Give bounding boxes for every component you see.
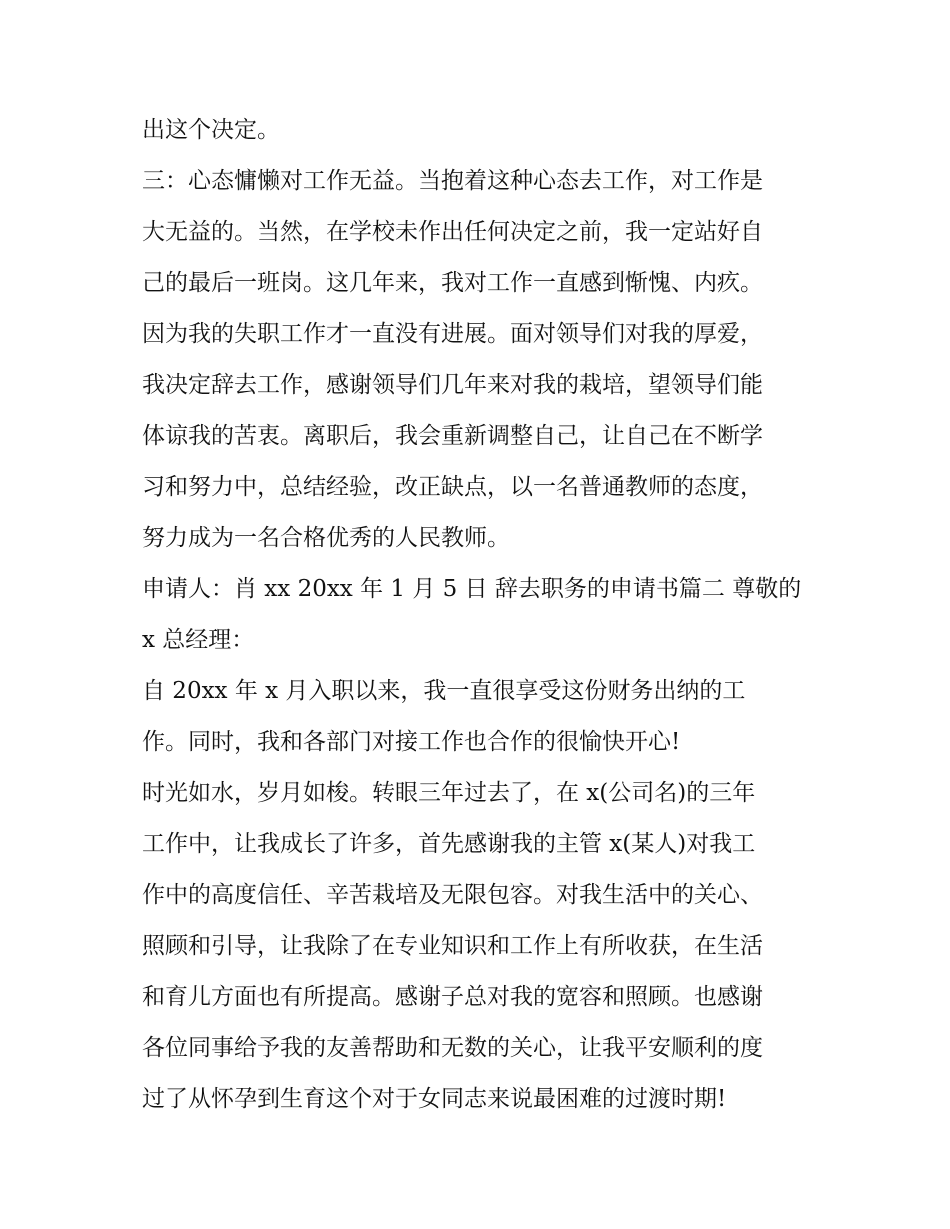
- text-line: x 总经理：: [142, 627, 255, 653]
- text-line: 大无益的。当然，在学校未作出任何决定之前，我一定站好自: [142, 219, 763, 245]
- text-line: 申请人：肖 xx 20xx 年 1 月 5 日 辞去职务的申请书篇二 尊敬的: [142, 576, 802, 602]
- text-line: 己的最后一班岗。这几年来，我对工作一直感到惭愧、内疚。: [142, 270, 763, 296]
- text-line: 工作中，让我成长了许多，首先感谢我的主管 x(某人)对我工: [142, 831, 756, 857]
- document-body: [142, 105, 822, 1125]
- text-line: 过了从怀孕到生育这个对于女同志来说最困难的过渡时期!: [142, 1086, 727, 1112]
- text-line: 各位同事给予我的友善帮助和无数的关心，让我平安顺利的度: [142, 1035, 763, 1061]
- text-line: 时光如水，岁月如梭。转眼三年过去了，在 x(公司名)的三年: [142, 780, 756, 806]
- text-line: 出这个决定。: [142, 117, 280, 143]
- text-line: 因为我的失职工作才一直没有进展。面对领导们对我的厚爱，: [142, 321, 763, 347]
- text-line: 作。同时，我和各部门对接工作也合作的很愉快开心!: [142, 729, 681, 755]
- text-line: 三：心态慵懒对工作无益。当抱着这种心态去工作，对工作是: [142, 168, 763, 194]
- text-line: 自 20xx 年 x 月入职以来，我一直很享受这份财务出纳的工: [142, 678, 746, 704]
- text-line: 我决定辞去工作，感谢领导们几年来对我的栽培，望领导们能: [142, 372, 763, 398]
- text-line: 体谅我的苦衷。离职后，我会重新调整自己，让自己在不断学: [142, 423, 763, 449]
- text-line: 努力成为一名合格优秀的人民教师。: [142, 525, 510, 551]
- text-line: 和育儿方面也有所提高。感谢子总对我的宽容和照顾。也感谢: [142, 984, 763, 1010]
- text-line: 作中的高度信任、辛苦栽培及无限包容。对我生活中的关心、: [142, 882, 763, 908]
- text-line: 照顾和引导，让我除了在专业知识和工作上有所收获，在生活: [142, 933, 763, 959]
- text-line: 习和努力中，总结经验，改正缺点，以一名普通教师的态度，: [142, 474, 763, 500]
